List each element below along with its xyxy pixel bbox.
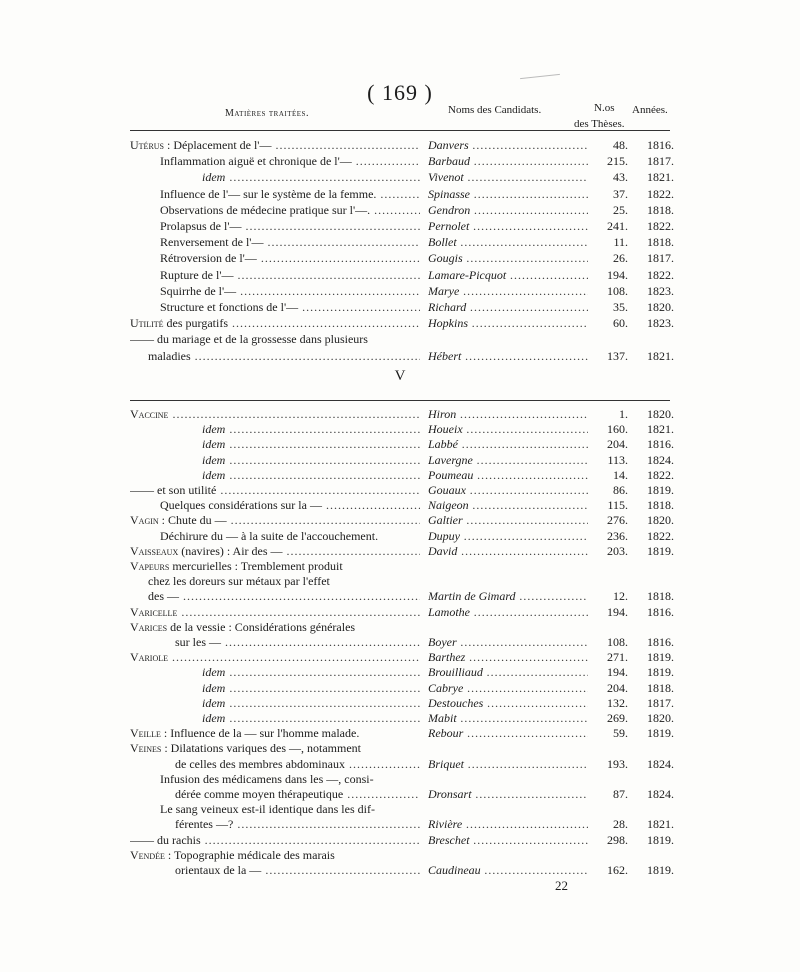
subject-cell (130, 619, 420, 635)
index-row (0, 452, 800, 468)
subject-cell (160, 234, 420, 250)
subject-cell (202, 710, 420, 726)
candidate-name: Destouches ..... (428, 695, 588, 711)
subject-headword: Veille (130, 726, 161, 741)
thesis-number: 203. (607, 543, 628, 558)
thesis-year: 1818. (647, 589, 674, 604)
subject-text: idem (202, 170, 226, 185)
thesis-year: 1821. (647, 170, 674, 185)
candidate-name: Vivenot ..... (428, 169, 588, 185)
thesis-year: 1816. (647, 138, 674, 152)
index-row (0, 218, 800, 234)
index-row (0, 604, 800, 620)
subject-headword: Vendée (130, 847, 165, 862)
index-row (0, 299, 800, 315)
candidate-name: Cabrye ..... (428, 680, 588, 696)
index-row (0, 862, 800, 878)
candidate-name: Rebour ..... (428, 725, 588, 741)
subject-text: —— du mariage et de la grossesse dans plusieurs (130, 332, 368, 347)
subject-headword: Varicelle (130, 604, 178, 619)
thesis-year: 1823. (647, 283, 674, 298)
index-row (0, 710, 800, 726)
candidate-name: Spinasse ..... (428, 186, 588, 202)
subject-cell (202, 421, 420, 437)
subject-text: Rétroversion de l'— (160, 251, 257, 266)
thesis-number: 215. (607, 154, 628, 169)
index-row (0, 421, 800, 437)
subject-text: orientaux de la — (175, 863, 262, 877)
index-row (0, 543, 800, 559)
subject-headword: Varices (130, 619, 168, 634)
subject-text: Influence de l'— sur le système de la femme. (160, 186, 377, 201)
index-row (0, 348, 800, 364)
subject-text: : Topographie médicale des marais (164, 847, 335, 862)
thesis-number: 37. (613, 186, 628, 201)
candidate-name: Richard ..... (428, 299, 588, 315)
subject-cell (130, 649, 420, 665)
index-row (0, 680, 800, 696)
thesis-year: 1819. (647, 726, 674, 741)
subject-cell (202, 695, 420, 711)
index-row (0, 649, 800, 665)
index-row (0, 695, 800, 711)
candidate-name: Rivière ..... (428, 816, 588, 832)
thesis-number: 271. (607, 650, 628, 665)
thesis-year: 1819. (647, 543, 674, 558)
thesis-number: 204. (607, 437, 628, 452)
subject-text: Quelques considérations sur la — (160, 498, 322, 513)
thesis-number: 113. (607, 452, 628, 467)
header-candidats: Noms des Candidats. (448, 104, 542, 116)
thesis-year: 1816. (647, 635, 674, 649)
subject-text: idem (202, 422, 226, 437)
subject-text: idem (202, 711, 226, 725)
candidate-name: Galtier ..... (428, 512, 588, 528)
subject-cell (130, 832, 420, 848)
subject-text: : Dilatations variques des —, notamment (161, 741, 361, 756)
subject-text: Infusion des médicamens dans les —, consi- (160, 771, 374, 786)
thesis-year: 1821. (647, 817, 674, 832)
thesis-year: 1819. (647, 832, 674, 847)
index-row (0, 634, 800, 650)
candidate-name: Boyer ..... (428, 634, 588, 650)
subject-text: des purgatifs (163, 316, 228, 331)
thesis-year: 1817. (647, 154, 674, 169)
index-row (0, 771, 800, 787)
subject-cell (175, 786, 420, 802)
subject-cell (130, 482, 420, 498)
subject-cell (130, 740, 420, 756)
thesis-year: 1820. (647, 513, 674, 528)
candidate-name: Naigeon ..... (428, 497, 588, 513)
subject-cell (130, 543, 420, 559)
header-matieres: Matières traitées. (225, 108, 309, 119)
subject-text: des — (148, 589, 179, 604)
candidate-name: Caudineau ..... (428, 862, 588, 878)
subject-cell (130, 847, 420, 863)
subject-cell (130, 315, 420, 331)
candidate-name: Bollet ..... (428, 234, 588, 250)
subject-cell (160, 218, 420, 234)
thesis-year: 1818. (647, 202, 674, 217)
thesis-year: 1820. (647, 711, 674, 725)
thesis-year: 1824. (647, 452, 674, 467)
subject-cell (160, 299, 420, 315)
subject-text: idem (202, 437, 226, 452)
thesis-year: 1824. (647, 756, 674, 771)
index-row (0, 482, 800, 498)
subject-cell (148, 348, 420, 364)
index-row (0, 137, 800, 153)
index-row (0, 467, 800, 483)
candidate-name: Hopkins ..... (428, 315, 588, 331)
candidate-name: David ..... (428, 543, 588, 559)
thesis-year: 1822. (647, 186, 674, 201)
candidate-name: Gendron ..... (428, 202, 588, 218)
subject-cell (160, 801, 420, 817)
index-row (0, 169, 800, 185)
index-row (0, 588, 800, 604)
thesis-number: 194. (607, 665, 628, 680)
header-theses: des Thèses. (574, 118, 625, 130)
subject-headword: Utérus (130, 138, 165, 152)
thesis-number: 12. (613, 589, 628, 604)
candidate-name: Poumeau ..... (428, 467, 588, 483)
thesis-year: 1823. (647, 316, 674, 331)
subject-cell (160, 528, 420, 544)
subject-headword: Utilité (130, 316, 164, 331)
thesis-number: 14. (613, 467, 628, 482)
subject-text: Déchirure du — à la suite de l'accouchement. (160, 528, 379, 543)
thesis-number: 160. (607, 422, 628, 437)
subject-cell (130, 512, 420, 528)
candidate-name: Gouaux ..... (428, 482, 588, 498)
subject-headword: Variole (130, 650, 168, 665)
thesis-number: 86. (613, 483, 628, 497)
thesis-year: 1819. (647, 483, 674, 497)
candidate-name: Dupuy ..... (428, 528, 588, 544)
subject-cell (130, 725, 420, 741)
subject-headword: Vagin (130, 513, 159, 528)
thesis-year: 1817. (647, 695, 674, 710)
candidate-name: Martin de Gimard ..... (428, 588, 588, 604)
subject-text: : Déplacement de l'— (164, 138, 272, 152)
thesis-number: 48. (613, 138, 628, 152)
candidate-name: Barthez ..... (428, 649, 588, 665)
thesis-year: 1820. (647, 300, 674, 314)
thesis-number: 132. (607, 695, 628, 710)
subject-text: : Influence de la — sur l'homme malade. (160, 726, 360, 741)
thesis-number: 60. (613, 316, 628, 331)
index-row (0, 573, 800, 589)
thesis-year: 1821. (647, 422, 674, 437)
subject-text: Prolapsus de l'— (160, 219, 242, 233)
subject-headword: Veines (130, 741, 162, 756)
thesis-number: 35. (613, 300, 628, 314)
candidate-name: Hiron ..... (428, 406, 588, 422)
subject-text: Inflammation aiguë et chronique de l'— (160, 154, 352, 169)
index-row (0, 664, 800, 680)
index-row (0, 847, 800, 863)
subject-text: (navires) : Air des — (178, 543, 283, 558)
thesis-number: 236. (607, 528, 628, 543)
signature-mark: 22 (555, 878, 568, 893)
thesis-number: 194. (607, 604, 628, 619)
subject-text: Observations de médecine pratique sur l'—. (160, 202, 371, 217)
candidate-name: Brouilliaud ..... (428, 664, 588, 680)
subject-text: idem (202, 665, 226, 680)
subject-text: chez les doreurs sur métaux par l'effet (148, 574, 330, 589)
section-v-entries (0, 406, 800, 876)
subject-text: Structure et fonctions de l'— (160, 300, 299, 314)
index-row (0, 436, 800, 452)
index-row (0, 234, 800, 250)
index-row (0, 816, 800, 832)
subject-text: idem (202, 452, 226, 467)
subject-text: : Chute du — (158, 513, 227, 528)
subject-cell (160, 771, 420, 787)
header-rule (130, 130, 670, 131)
thesis-number: 1. (619, 407, 628, 421)
subject-cell (160, 283, 420, 299)
thesis-year: 1818. (647, 680, 674, 695)
thesis-number: 108. (607, 635, 628, 649)
subject-cell (160, 153, 420, 169)
index-row (0, 801, 800, 817)
section-u-entries (0, 137, 800, 367)
thesis-year: 1819. (647, 650, 674, 665)
subject-cell (202, 452, 420, 468)
subject-headword: Vapeurs (130, 559, 170, 573)
index-row (0, 725, 800, 741)
index-row (0, 250, 800, 266)
thesis-number: 28. (613, 817, 628, 832)
subject-cell (148, 573, 420, 589)
subject-cell (130, 558, 420, 574)
subject-cell (202, 436, 420, 452)
candidate-name: Mabit ..... (428, 710, 588, 726)
subject-text: Le sang veineux est-il identique dans les dif- (160, 802, 375, 817)
index-row (0, 558, 800, 574)
candidate-name: Labbé ..... (428, 436, 588, 452)
subject-text: de celles des membres abdominaux (175, 756, 345, 771)
header-numeros: N.os (594, 102, 615, 114)
thesis-number: 194. (607, 267, 628, 282)
thesis-year: 1820. (647, 407, 674, 421)
subject-cell (160, 497, 420, 513)
subject-text: idem (202, 695, 226, 710)
thesis-number: 25. (613, 202, 628, 217)
thesis-year: 1818. (647, 235, 674, 250)
index-row (0, 406, 800, 422)
subject-cell (175, 816, 420, 832)
subject-cell (160, 202, 420, 218)
subject-text: Rupture de l'— (160, 267, 234, 282)
subject-text: idem (202, 467, 226, 482)
index-row (0, 786, 800, 802)
thesis-year: 1819. (647, 665, 674, 680)
index-row (0, 283, 800, 299)
index-row (0, 331, 800, 347)
header-annees: Années. (632, 104, 668, 116)
page-number: ( 169 ) (367, 80, 433, 105)
thesis-number: 26. (613, 251, 628, 266)
index-row (0, 315, 800, 331)
candidate-name: Gougis ..... (428, 250, 588, 266)
thesis-number: 108. (607, 283, 628, 298)
subject-cell (130, 137, 420, 153)
thesis-number: 87. (613, 787, 628, 801)
candidate-name: Marye ..... (428, 283, 588, 299)
thesis-year: 1818. (647, 498, 674, 513)
subject-headword: Vaisseaux (130, 543, 179, 558)
subject-text: férentes —? (175, 817, 234, 832)
subject-cell (202, 680, 420, 696)
section-letter: V (394, 368, 406, 384)
subject-cell (202, 169, 420, 185)
thesis-year: 1824. (647, 787, 674, 801)
index-row (0, 756, 800, 772)
thesis-year: 1822. (647, 219, 674, 233)
ink-speck (520, 74, 560, 79)
subject-cell (160, 186, 420, 202)
subject-text: Renversement de l'— (160, 235, 264, 250)
thesis-number: 276. (607, 513, 628, 528)
candidate-name: Danvers ..... (428, 137, 588, 153)
subject-text: —— du rachis (130, 832, 201, 847)
subject-text: sur les — (175, 635, 221, 649)
subject-cell (160, 267, 420, 283)
candidate-name: Barbaud ..... (428, 153, 588, 169)
subject-cell (175, 756, 420, 772)
thesis-year: 1822. (647, 467, 674, 482)
candidate-name: Houeix ..... (428, 421, 588, 437)
index-row (0, 740, 800, 756)
index-row (0, 186, 800, 202)
thesis-year: 1817. (647, 251, 674, 266)
candidate-name: Breschet ..... (428, 832, 588, 848)
candidate-name: Hébert ..... (428, 348, 588, 364)
thesis-number: 193. (607, 756, 628, 771)
thesis-year: 1816. (647, 604, 674, 619)
candidate-name: Lamare-Picquot ..... (428, 267, 588, 283)
section-rule (130, 400, 670, 401)
thesis-number: 269. (607, 711, 628, 725)
index-row (0, 202, 800, 218)
candidate-name: Lavergne ..... (428, 452, 588, 468)
candidate-name: Pernolet ..... (428, 218, 588, 234)
subject-text: mercurielles : Tremblement produit (169, 559, 343, 573)
index-row (0, 832, 800, 848)
index-row (0, 497, 800, 513)
thesis-number: 59. (613, 726, 628, 741)
subject-cell (130, 604, 420, 620)
subject-text: dérée comme moyen thérapeutique (175, 787, 344, 801)
thesis-number: 298. (607, 832, 628, 847)
subject-cell (160, 250, 420, 266)
thesis-number: 162. (607, 863, 628, 877)
thesis-number: 241. (607, 219, 628, 233)
thesis-year: 1822. (647, 528, 674, 543)
thesis-year: 1816. (647, 437, 674, 452)
thesis-year: 1821. (647, 348, 674, 363)
index-row (0, 153, 800, 169)
subject-text: —— et son utilité (130, 483, 217, 497)
subject-text: de la vessie : Considérations générales (167, 619, 356, 634)
subject-cell (130, 331, 420, 347)
candidate-name: Lamothe ..... (428, 604, 588, 620)
subject-cell (148, 588, 420, 604)
thesis-number: 43. (613, 170, 628, 185)
subject-text: idem (202, 680, 226, 695)
subject-headword: Vaccine (130, 407, 169, 421)
index-row (0, 528, 800, 544)
index-row (0, 267, 800, 283)
thesis-year: 1819. (647, 863, 674, 877)
thesis-number: 115. (607, 498, 628, 513)
thesis-number: 11. (613, 235, 628, 250)
subject-cell (202, 467, 420, 483)
candidate-name: Briquet ..... (428, 756, 588, 772)
index-row (0, 619, 800, 635)
subject-text: maladies (148, 348, 191, 363)
thesis-number: 137. (607, 348, 628, 363)
subject-cell (130, 406, 420, 422)
index-row (0, 512, 800, 528)
subject-text: Squirrhe de l'— (160, 283, 237, 298)
subject-cell (175, 862, 420, 878)
candidate-name: Dronsart ..... (428, 786, 588, 802)
thesis-year: 1822. (647, 267, 674, 282)
subject-cell (202, 664, 420, 680)
subject-cell (175, 634, 420, 650)
thesis-number: 204. (607, 680, 628, 695)
